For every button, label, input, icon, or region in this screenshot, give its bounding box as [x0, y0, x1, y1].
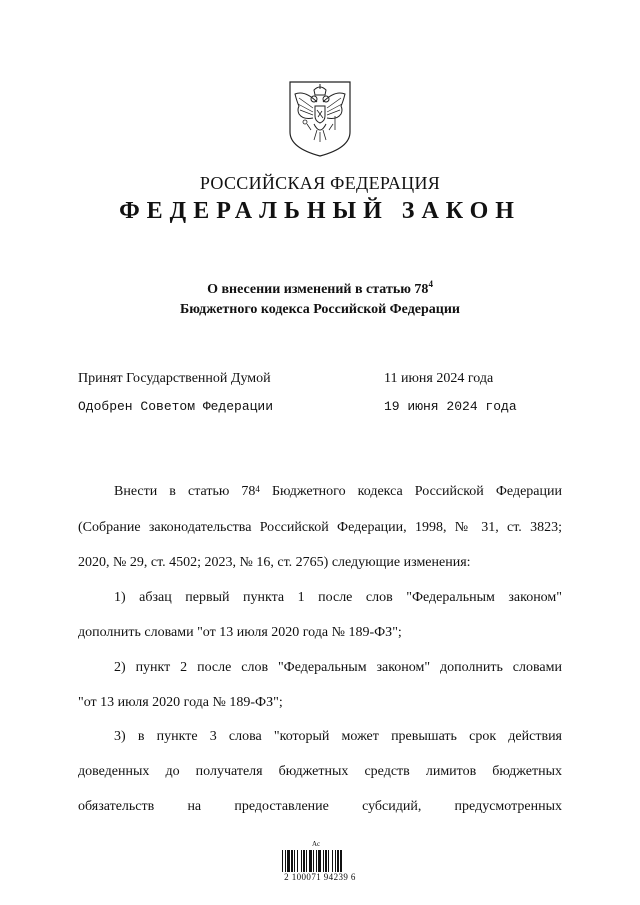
article-superscript: 4	[255, 484, 260, 494]
adopted-date: 11 июня 2024 года	[384, 371, 494, 386]
law-title-line-2: Бюджетного кодекса Российской Федерации	[179, 302, 460, 317]
body-paragraph-1-line-2: (Собрание законодательства Российской Федерации, 1998, № 31, ст. 3823;	[78, 520, 562, 535]
adopted-label: Принят Государственной Думой	[78, 371, 271, 386]
barcode-number: 2 100071 94239 6	[284, 872, 356, 882]
coat-of-arms-icon	[287, 80, 353, 158]
body-text: Внести в статью 78	[114, 484, 256, 499]
body-item-3-line-3: обязательств на предоставление субсидий, предусмотренных	[78, 799, 562, 814]
body-paragraph-1-line-3: 2020, № 29, ст. 4502; 2023, № 16, ст. 2765) следующие изменения:	[78, 555, 471, 570]
body-item-3-line-1: 3) в пункте 3 слова "который может превышать срок действия	[114, 729, 562, 744]
law-title-superscript: 4	[428, 279, 433, 289]
document-type: ФЕДЕРАЛЬНЫЙ ЗАКОН	[119, 198, 521, 224]
barcode-bar	[297, 850, 298, 872]
scan-mark: Ac	[312, 840, 321, 848]
body-item-1-line-1: 1) абзац первый пункта 1 после слов "Федеральным законом"	[114, 590, 562, 605]
barcode-bar	[328, 850, 329, 872]
body-item-3-line-2: доведенных до получателя бюджетных средств лимитов бюджетных	[78, 764, 562, 779]
body-text: Бюджетного кодекса Российской Федерации	[259, 484, 562, 499]
barcode-bar	[309, 850, 312, 872]
barcode-icon	[282, 850, 358, 872]
body-paragraph-1-line-1	[114, 482, 562, 502]
barcode-bar	[301, 850, 302, 872]
barcode-bar	[316, 850, 317, 872]
barcode-bar	[335, 850, 336, 872]
body-item-2-line-1: 2) пункт 2 после слов "Федеральным законом" дополнить словами	[114, 660, 562, 675]
barcode-bar	[323, 850, 324, 872]
barcode-bar	[291, 850, 293, 872]
body-item-1-line-2: дополнить словами "от 13 июля 2020 года № 189-ФЗ";	[78, 625, 402, 640]
barcode-bar	[282, 850, 283, 872]
law-title-line-1	[0, 279, 640, 298]
barcode-bar	[340, 850, 342, 872]
barcode-bar	[313, 850, 314, 872]
barcode-bar	[318, 850, 321, 872]
country-name: РОССИЙСКАЯ ФЕДЕРАЦИЯ	[199, 173, 441, 193]
barcode-bar	[306, 850, 307, 872]
barcode-bar	[332, 850, 333, 872]
barcode-bar	[285, 850, 286, 872]
barcode-bar	[325, 850, 327, 872]
barcode-bar	[303, 850, 305, 872]
approved-label: Одобрен Советом Федерации	[78, 399, 274, 414]
barcode-bar	[337, 850, 339, 872]
barcode-bar	[287, 850, 290, 872]
body-item-2-line-2: "от 13 июля 2020 года № 189-ФЗ";	[78, 695, 283, 710]
law-title-text: О внесении изменений в статью 78	[207, 282, 429, 297]
barcode-bar	[294, 850, 295, 872]
approved-date: 19 июня 2024 года	[384, 399, 517, 414]
